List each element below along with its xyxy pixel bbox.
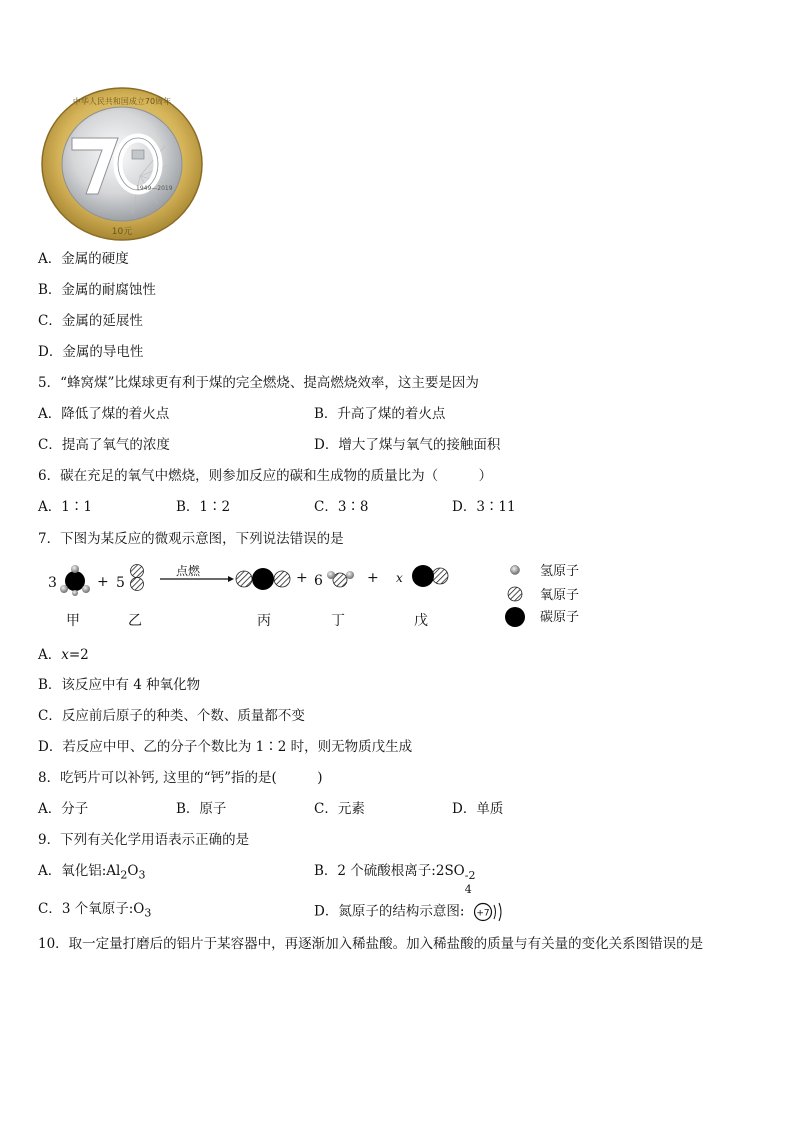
q8-stem: 8．吃钙片可以补钙, 这里的“钙”指的是( ) [38,770,323,786]
q4-option-b: B．金属的耐腐蚀性 [38,282,156,298]
q4-option-d: D．金属的导电性 [38,344,144,360]
coef-jia: 3 [48,575,57,591]
q9-option-a-mid: O [127,863,139,879]
commemorative-coin-image [40,86,204,242]
q5-option-a: A．降低了煤的着火点 [38,406,170,422]
label-ding: 丁 [331,613,345,629]
molecule-wu [412,565,448,587]
coin-years: 1949—2019 [136,185,173,192]
q9-option-a-text: A．氧化铝:Al [38,863,121,879]
q9-option-c-text: C．3 个氧原子:O [38,901,145,917]
plus-1: + [97,574,109,590]
q9-option-d [314,900,507,924]
q8-option-b: B．原子 [176,801,227,817]
coef-yi: 5 [116,575,125,591]
molecule-bing [236,568,290,590]
q8-option-a: A．分子 [38,801,89,817]
q8-option-d: D．单质 [452,801,504,817]
q6-stem: 6．碳在充足的氧气中燃烧，则参加反应的碳和生成物的质量比为（ ） [38,468,493,484]
q9-option-b [314,862,477,896]
q7-option-d: D．若反应中甲、乙的分子个数比为 1∶2 时，则无物质戊生成 [38,739,413,755]
reaction-condition: 点燃 [176,564,201,578]
q5-option-d: D．增大了煤与氧气的接触面积 [314,437,501,453]
q6-option-d: D．3∶11 [452,499,516,515]
legend [505,566,525,628]
q7-option-b: B．该反应中有 4 种氧化物 [38,677,201,693]
q9-option-d-text: D．氮原子的结构示意图: [314,903,465,920]
q9-option-c-sub: 3 [144,906,152,920]
legend-c-label: 碳原子 [540,610,580,625]
q7-option-a [38,646,89,664]
coef-ding: 6 [314,573,323,589]
plus-2: + [296,570,308,586]
q6-option-c: C．3∶8 [314,499,369,515]
nucleus-charge: +7 [476,908,490,919]
q5-option-c: C．提高了氧气的浓度 [38,437,170,453]
q9-option-b-sup: -2 [464,869,476,882]
q9-option-c [38,900,151,923]
q9-option-a-sub1: 2 [120,868,128,882]
legend-o-label: 氧原子 [540,588,580,603]
plus-3: + [367,570,379,586]
q4-option-a: A．金属的硬度 [38,251,129,267]
q6-option-a: A．1∶1 [38,499,92,515]
q5-stem: 5．“蜂窝煤”比煤球更有利于煤的完全燃烧、提高燃烧效率，这主要是因为 [38,375,479,391]
label-yi: 乙 [128,613,142,629]
coef-wu: x [396,571,403,585]
label-wu: 戊 [414,613,428,629]
molecule-ding [327,571,354,587]
coin-value: 10元 [111,227,133,237]
q9-option-b-sub: 4 [464,883,472,896]
molecule-yi [131,565,144,591]
q4-option-c: C．金属的延展性 [38,313,143,329]
q9-option-a-sub2: 3 [138,868,146,882]
q7-option-a-prefix: A． [38,647,62,663]
q5-option-b: B．升高了煤的着火点 [314,406,446,422]
reaction-micro-diagram [40,560,600,640]
nitrogen-atom-structure-diagram [473,900,507,924]
molecule-jia [60,565,90,596]
label-bing: 丙 [257,613,271,629]
q9-option-a [38,862,145,885]
q10-stem: 10．取一定量打磨后的铝片于某容器中，再逐渐加入稀盐酸。加入稀盐酸的质量与有关量的变化关系图错误的是 [38,936,704,952]
q9-option-b-text: B．2 个硫酸根离子:2SO [314,863,465,879]
q7-option-a-var: x [61,647,69,663]
q7-stem: 7．下图为某反应的微观示意图，下列说法错误的是 [38,531,344,547]
legend-h-label: 氢原子 [540,564,580,579]
label-jia: 甲 [66,613,80,629]
q9-stem: 9．下列有关化学用语表示正确的是 [38,832,250,848]
coin-inscription: 中华人民共和国成立70周年 [72,97,172,106]
q7-option-a-rest: =2 [68,647,89,663]
q6-option-b: B．1∶2 [176,499,231,515]
q7-option-c: C．反应前后原子的种类、个数、质量都不变 [38,708,305,724]
q8-option-c: C．元素 [314,801,365,817]
